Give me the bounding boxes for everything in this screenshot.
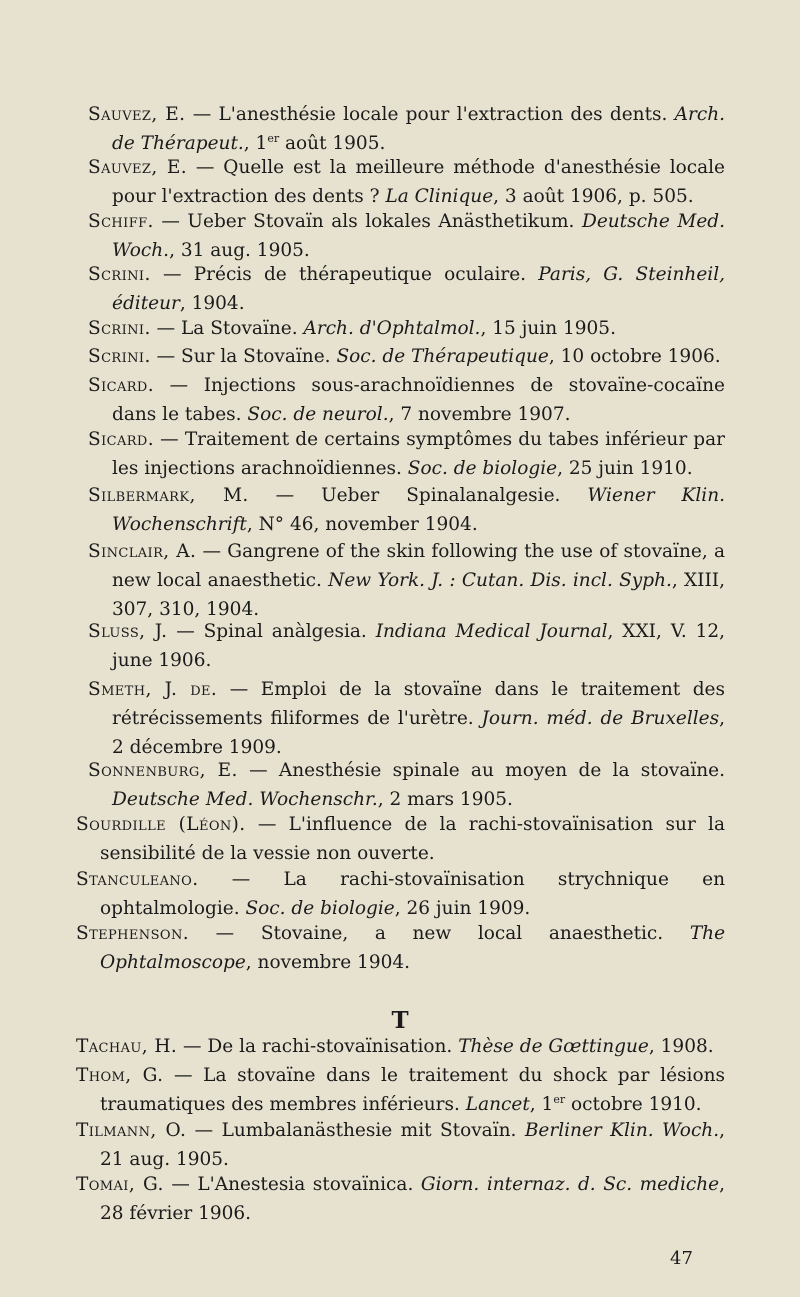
entry-author: Sonnenburg, E. [88, 760, 238, 781]
bibliography-entry-tachau: Tachau, H. — De la rachi-stovaïnisation. Thèse de Gœttingue, 1908. [76, 1036, 714, 1057]
entry-title: Traitement de certains symptômes du tabes inférieur par les injections arachnoïdiennes. [112, 429, 726, 479]
entry-title: L'Anestesia stovaïnica. [197, 1174, 421, 1195]
entry-title: Anesthésie spinale au moyen de la stovaïne. [278, 760, 726, 781]
bibliography-entry-stanculeano: Stanculeano. — La rachi-stovaïnisation strychnique en ophtalmologie. Soc. de biologie, 26 juin 1909. [76, 869, 725, 919]
entry-source: Deutsche Med. Wochenschr. [112, 789, 378, 810]
entry-source: Lancet [465, 1094, 530, 1115]
entry-author: Tomai, G. [76, 1174, 164, 1195]
entry-title: Emploi de la stovaïne dans le traitement des rétrécissements filiformes de l'urètre. [112, 679, 726, 729]
bibliography-entry-sicard-1: Sicard. — Injections sous-arachnoïdiennes de stovaïne-cocaïne dans le tabes. Soc. de neurol., 7 novembre 1907. [88, 375, 726, 425]
bibliography-entry-schiff: Schiff. — Ueber Stovaïn als lokales Anästhetikum. Deutsche Med. Woch., 31 aug. 1905. [88, 211, 725, 261]
entry-author: Stanculeano. [76, 869, 199, 890]
entry-title: Sur la Stovaïne. [181, 346, 337, 367]
entry-author: Scrini. [88, 346, 151, 367]
bibliography-entry-sinclair: Sinclair, A. — Gangrene of the skin following the use of stovaïne, a new local anaesthetic. New York. J. : Cutan. Dis. incl. Syph., XIII, 307, 310, 1904. [88, 541, 726, 620]
entry-source: Soc. de biologie [407, 458, 558, 479]
entry-title: Injections sous-arachnoïdiennes de stovaïne-cocaïne dans le tabes. [112, 375, 726, 425]
entry-source: The Ophtalmoscope [100, 923, 726, 973]
bibliography-entry-tilmann: Tilmann, O. — Lumbalanästhesie mit Stovaïn. Berliner Klin. Woch., 21 aug. 1905. [76, 1120, 725, 1170]
entry-title: L'influence de la rachi-stovaïnisation sur la sensibilité de la vessie non ouverte. [100, 814, 725, 864]
entry-source: Journ. méd. de Bruxelles [481, 708, 720, 729]
entry-title: Ueber Spinalanalgesie. [321, 485, 588, 506]
bibliography-entry-thom: Thom, G. — La stovaïne dans le traitement du shock par lésions traumatiques des membres inférieurs. Lancet, 1er octobre 1910. [76, 1065, 725, 1115]
entry-author: Thom, G. [76, 1065, 164, 1086]
entry-source: Thèse de Gœttingue [458, 1036, 649, 1057]
bibliography-entry-sauvez-1: Sauvez, E. — L'anesthésie locale pour l'extraction des dents. Arch. de Thérapeut., 1er août 1905. [88, 104, 726, 154]
entry-source: Giorn. internaz. d. Sc. mediche [420, 1174, 720, 1195]
entry-title: Lumbalanästhesie mit Stovaïn. [221, 1120, 525, 1141]
bibliography-entry-sonnenburg: Sonnenburg, E. — Anesthésie spinale au moyen de la stovaïne. Deutsche Med. Wochenschr., 2 mars 1905. [88, 760, 726, 810]
bibliography-entry-stephenson: Stephenson. — Stovaine, a new local anaesthetic. The Ophtalmoscope, novembre 1904. [76, 923, 726, 973]
bibliography-entry-sicard-2: Sicard. — Traitement de certains symptômes du tabes inférieur par les injections arachnoïdiennes. Soc. de biologie, 25 juin 1910. [88, 429, 726, 479]
entry-source: Berliner Klin. Woch. [524, 1120, 720, 1141]
entry-author: Sicard. [88, 429, 155, 450]
entry-author: Scrini. [88, 318, 151, 339]
entry-title: La Stovaïne. [181, 318, 304, 339]
entry-source: Arch. de Thérapeut. [112, 104, 726, 154]
entry-source: Arch. d'Ophtalmol. [303, 318, 481, 339]
bibliography-entry-scrini-3: Scrini. — Sur la Stovaïne. Soc. de Thérapeutique, 10 octobre 1906. [88, 346, 721, 367]
entry-source: La Clinique [385, 186, 494, 207]
entry-author: Tachau, H. [76, 1036, 178, 1057]
bibliography-entry-sauvez-2: Sauvez, E. — Quelle est la meilleure méthode d'anesthésie locale pour l'extraction des dents ? La Clinique, 3 août 1906, p. 505. [88, 157, 725, 207]
page-number: 47 [670, 1248, 693, 1269]
entry-author: Sluss, J. [88, 621, 168, 642]
entry-source: Indiana Medical Journal [375, 621, 608, 642]
bibliography-entry-scrini-1: Scrini. — Précis de thérapeutique oculaire. Paris, G. Steinheil, éditeur, 1904. [88, 264, 725, 314]
bibliography-entry-silbermark: Silbermark, M. — Ueber Spinalanalgesie. Wiener Klin. Wochenschrift, N° 46, november 1904. [88, 485, 726, 535]
entry-author: Sauvez, E. [88, 157, 188, 178]
entry-author: Sauvez, E. [88, 104, 186, 125]
entry-title: Précis de thérapeutique oculaire. [193, 264, 539, 285]
entry-source: Wiener Klin. Wochenschrift [112, 485, 726, 535]
entry-source: New York. J. : Cutan. Dis. incl. Syph. [328, 570, 672, 591]
entry-title: La stovaïne dans le traitement du shock par lésions traumatiques des membres inférieurs. [100, 1065, 725, 1115]
entry-title: Gangrene of the skin following the use of stovaïne, a new local anaesthetic. [112, 541, 726, 591]
bibliography-entry-tomai: Tomai, G. — L'Anestesia stovaïnica. Giorn. internaz. d. Sc. mediche, 28 février 1906. [76, 1174, 725, 1224]
entry-title: La rachi-stovaïnisation strychnique en ophtalmologie. [100, 869, 725, 919]
entry-title: Stovaine, a new local anaesthetic. [260, 923, 690, 944]
entry-source: Deutsche Med. Woch. [112, 211, 725, 261]
entry-source: Paris, G. Steinheil, éditeur [112, 264, 725, 314]
entry-author: Sicard. [88, 375, 155, 396]
entry-author: Sourdille (Léon). [76, 814, 246, 835]
entry-author: Scrini. [88, 264, 151, 285]
entry-source: Soc. de neurol. [247, 404, 389, 425]
entry-author: Tilmann, O. [76, 1120, 187, 1141]
entry-author: Sinclair, A. [88, 541, 197, 562]
entry-title: Spinal anàlgesia. [203, 621, 376, 642]
bibliography-entry-smeth: Smeth, J. de. — Emploi de la stovaïne dans le traitement des rétrécissements filiformes de l'urètre. Journ. méd. de Bruxelles, 2 décembre 1909. [88, 679, 726, 758]
entry-author: Smeth, J. de. [88, 679, 218, 700]
entry-author: Stephenson. [76, 923, 190, 944]
entry-source: Soc. de biologie [245, 898, 395, 919]
entry-title: De la rachi-stovaïnisation. [207, 1036, 459, 1057]
entry-title: Quelle est la meilleure méthode d'anesthésie locale pour l'extraction des dents ? [112, 157, 725, 207]
entry-author: Schiff. [88, 211, 154, 232]
bibliography-entry-sourdille: Sourdille (Léon). — L'influence de la rachi-stovaïnisation sur la sensibilité de la vessie non ouverte. [76, 814, 725, 864]
entry-title: L'anesthésie locale pour l'extraction des dents. [218, 104, 675, 125]
entry-source: Soc. de Thérapeutique [336, 346, 549, 367]
entry-title: Ueber Stovaïn als lokales Anästhetikum. [187, 211, 582, 232]
bibliography-entry-scrini-2: Scrini. — La Stovaïne. Arch. d'Ophtalmol., 15 juin 1905. [88, 318, 616, 339]
bibliography-entry-sluss: Sluss, J. — Spinal anàlgesia. Indiana Medical Journal, XXI, V. 12, june 1906. [88, 621, 726, 671]
section-letter-heading: T [391, 1007, 409, 1034]
entry-author: Silbermark, M. [88, 485, 249, 506]
